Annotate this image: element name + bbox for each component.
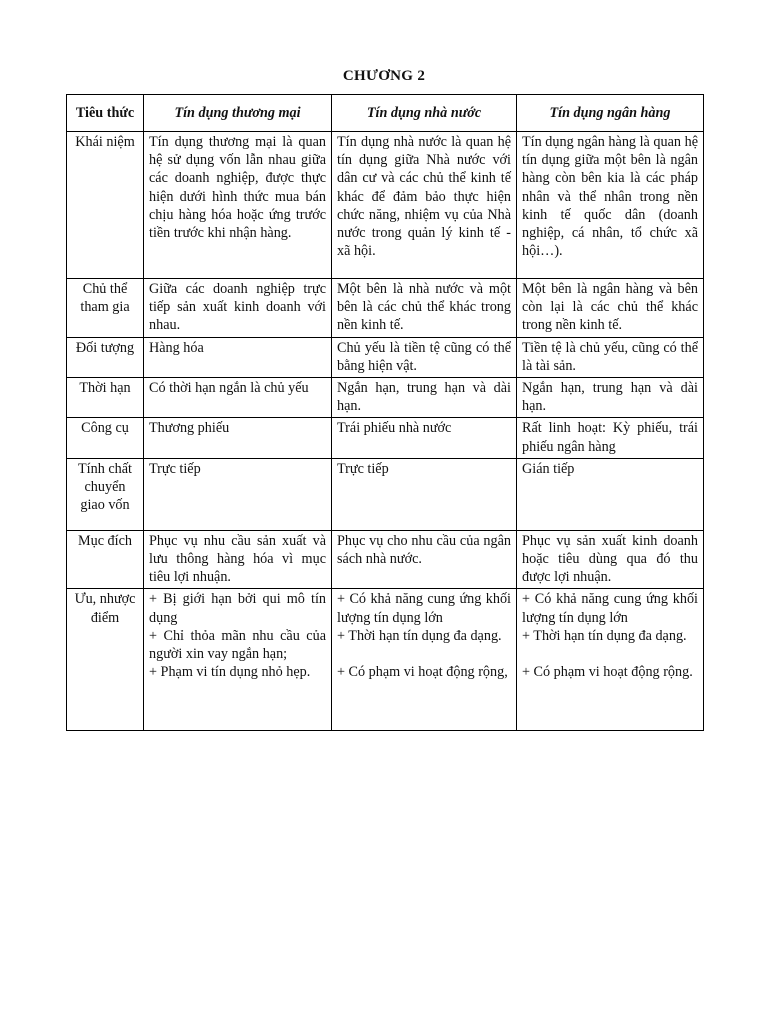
- state-credit-cell: Chủ yếu là tiền tệ cũng có thể bằng hiện vật.: [332, 337, 517, 377]
- trade-credit-cell: [144, 589, 332, 731]
- header-trade-credit: Tín dụng thương mại: [144, 95, 332, 132]
- criteria-cell: Ưu, nhược điểm: [67, 589, 144, 731]
- bank-credit-cell: Phục vụ sản xuất kinh doanh hoặc tiêu dùng qua đó thu được lợi nhuận.: [517, 530, 704, 589]
- state-credit-cell: Một bên là nhà nước và một bên là các chủ thể khác trong nền kinh tế.: [332, 279, 517, 338]
- state-credit-cell: Trực tiếp: [332, 458, 517, 530]
- state-credit-cell: Ngắn hạn, trung hạn và dài hạn.: [332, 378, 517, 418]
- state-credit-pros-cons: + Có khả năng cung ứng khối lượng tín dụng lớn + Thời hạn tín dụng đa dạng. + Có phạm vi hoạt động rộng,: [337, 591, 511, 681]
- header-state-credit: Tín dụng nhà nước: [332, 95, 517, 132]
- table-header-row: [67, 95, 704, 132]
- state-credit-cell: Tín dụng nhà nước là quan hệ tín dụng giữa Nhà nước với dân cư và các chủ thể kinh tế khác để đảm bảo thực hiện chức năng, nhiệm vụ của Nhà nước trong quản lý kinh tế - xã hội.: [332, 132, 517, 279]
- criteria-cell: Mục đích: [67, 530, 144, 589]
- table-row: [67, 279, 704, 338]
- bank-credit-cell: [517, 589, 704, 731]
- state-credit-cell: Trái phiếu nhà nước: [332, 418, 517, 458]
- table-row: [67, 530, 704, 589]
- state-credit-cell: Phục vụ cho nhu cầu của ngân sách nhà nước.: [332, 530, 517, 589]
- table-row: [67, 418, 704, 458]
- bank-credit-cell: Tiền tệ là chủ yếu, cũng có thể là tài sản.: [517, 337, 704, 377]
- bank-credit-cell: Rất linh hoạt: Kỳ phiếu, trái phiếu ngân hàng: [517, 418, 704, 458]
- criteria-cell: Chủ thể tham gia: [67, 279, 144, 338]
- bank-credit-cell: Gián tiếp: [517, 458, 704, 530]
- trade-credit-cell: Có thời hạn ngắn là chủ yếu: [144, 378, 332, 418]
- table-row: [67, 378, 704, 418]
- credit-comparison-table: [66, 94, 704, 731]
- bank-credit-pros-cons: + Có khả năng cung ứng khối lượng tín dụng lớn + Thời hạn tín dụng đa dạng. + Có phạm vi hoạt động rộng.: [522, 591, 698, 681]
- bank-credit-cell: Một bên là ngân hàng và bên còn lại là các chủ thể khác trong nền kinh tế.: [517, 279, 704, 338]
- table-row: [67, 589, 704, 731]
- trade-credit-cell: Phục vụ nhu cầu sản xuất và lưu thông hàng hóa vì mục tiêu lợi nhuận.: [144, 530, 332, 589]
- table-row: [67, 458, 704, 530]
- trade-credit-cell: Tín dụng thương mại là quan hệ sử dụng vốn lẫn nhau giữa các doanh nghiệp, được thực hiện dưới hình thức mua bán chịu hàng hóa hoặc ứng trước tiền trước khi nhận hàng.: [144, 132, 332, 279]
- header-bank-credit: Tín dụng ngân hàng: [517, 95, 704, 132]
- criteria-cell: Công cụ: [67, 418, 144, 458]
- table-row: [67, 337, 704, 377]
- criteria-cell: Đối tượng: [67, 337, 144, 377]
- criteria-cell: Thời hạn: [67, 378, 144, 418]
- bank-credit-cell: Ngắn hạn, trung hạn và dài hạn.: [517, 378, 704, 418]
- criteria-cell: Khái niệm: [67, 132, 144, 279]
- bank-credit-cell: Tín dụng ngân hàng là quan hệ tín dụng giữa một bên là ngân hàng còn bên kia là các pháp nhân và thể nhân trong nền kinh tế quốc dân (doanh nghiệp, cá nhân, tổ chức xã hội…).: [517, 132, 704, 279]
- trade-credit-pros-cons: + Bị giới hạn bởi qui mô tín dụng + Chỉ thỏa mãn nhu cầu của người xin vay ngắn hạn; + Phạm vi tín dụng nhỏ hẹp.: [149, 591, 326, 681]
- chapter-title: CHƯƠNG 2: [342, 68, 426, 84]
- header-criteria: Tiêu thức: [67, 95, 144, 132]
- criteria-cell: Tính chất chuyển giao vốn: [67, 458, 144, 530]
- state-credit-cell: [332, 589, 517, 731]
- trade-credit-cell: Giữa các doanh nghiệp trực tiếp sản xuất kinh doanh với nhau.: [144, 279, 332, 338]
- trade-credit-cell: Hàng hóa: [144, 337, 332, 377]
- table-row: [67, 132, 704, 279]
- trade-credit-cell: Thương phiếu: [144, 418, 332, 458]
- trade-credit-cell: Trực tiếp: [144, 458, 332, 530]
